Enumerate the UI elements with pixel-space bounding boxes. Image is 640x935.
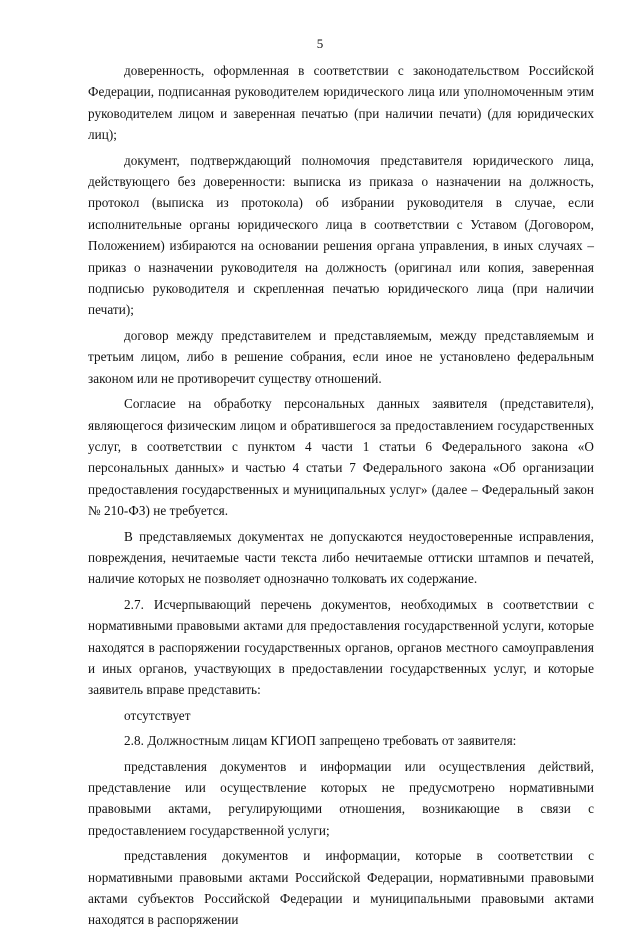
document-body	[88, 60, 594, 935]
paragraph-authority-document: документ, подтверждающий полномочия представителя юридического лица, действующего без доверенности: выписка из приказа о назначении на должность, протокол (выписка из протокола) об избрании руководителя в случае, если исполнительные органы юридического лица в соответствии с Уставом (Договором, Положением) избираются на основании решения органа управления, в иных случаях – приказ о назначении руководителя на должность (оригинал или копия, заверенная подписью руководителя и скрепленная печатью юридического лица (при наличии печати);	[88, 152, 594, 318]
paragraph-representation-contract: договор между представителем и представляемым, между представляемым и третьим лицом, либо в решение собрания, если иное не установлено федеральным законом или не противоречит существу отношений.	[88, 327, 594, 386]
paragraph-section-2-8: 2.8. Должностным лицам КГИОП запрещено требовать от заявителя:	[124, 733, 517, 749]
paragraph-no-corrections: В представляемых документах не допускаются неудостоверенные исправления, повреждения, нечитаемые части текста либо нечитаемые оттиски штампов и печатей, наличие которых не позволяет однозначно толковать их содержание.	[88, 528, 594, 587]
paragraph-absent: отсутствует	[124, 707, 191, 723]
paragraph-prohibition-actions: представления документов и информации или осуществления действий, представление или осуществление которых не предусмотрено нормативными правовыми актами, регулирующими отношения, возникающие в связи с предоставлением государственной услуги;	[88, 758, 594, 838]
paragraph-prohibition-documents: представления документов и информации, которые в соответствии с нормативными правовыми актами Российской Федерации, нормативными правовыми актами субъектов Российской Федерации и муниципальными правовыми актами находятся в распоряжении	[88, 848, 594, 928]
page-number: 5	[316, 36, 324, 51]
paragraph-power-of-attorney: доверенность, оформленная в соответствии с законодательством Российской Федерации, подписанная руководителем юридического лица или уполномоченным этим руководителем лицом и заверенная печатью (при наличии печати) (для юридических лиц);	[88, 63, 594, 143]
paragraph-section-2-7: 2.7. Исчерпывающий перечень документов, необходимых в соответствии с нормативными правовыми актами для предоставления государственной услуги, которые находятся в распоряжении государственных органов, органов местного самоуправления и иных органов, участвующих в предоставлении государственных услуг, и которые заявитель вправе представить:	[88, 596, 594, 698]
paragraph-personal-data-consent: Согласие на обработку персональных данных заявителя (представителя), являющегося физическим лицом и обратившегося за предоставлением государственных услуг, в соответствии с пунктом 4 части 1 статьи 6 Федерального закона «О персональных данных» и частью 4 статьи 7 Федерального закона «Об организации предоставления государственных и муниципальных услуг» (далее – Федеральный закон № 210-ФЗ) не требуется.	[88, 396, 594, 519]
